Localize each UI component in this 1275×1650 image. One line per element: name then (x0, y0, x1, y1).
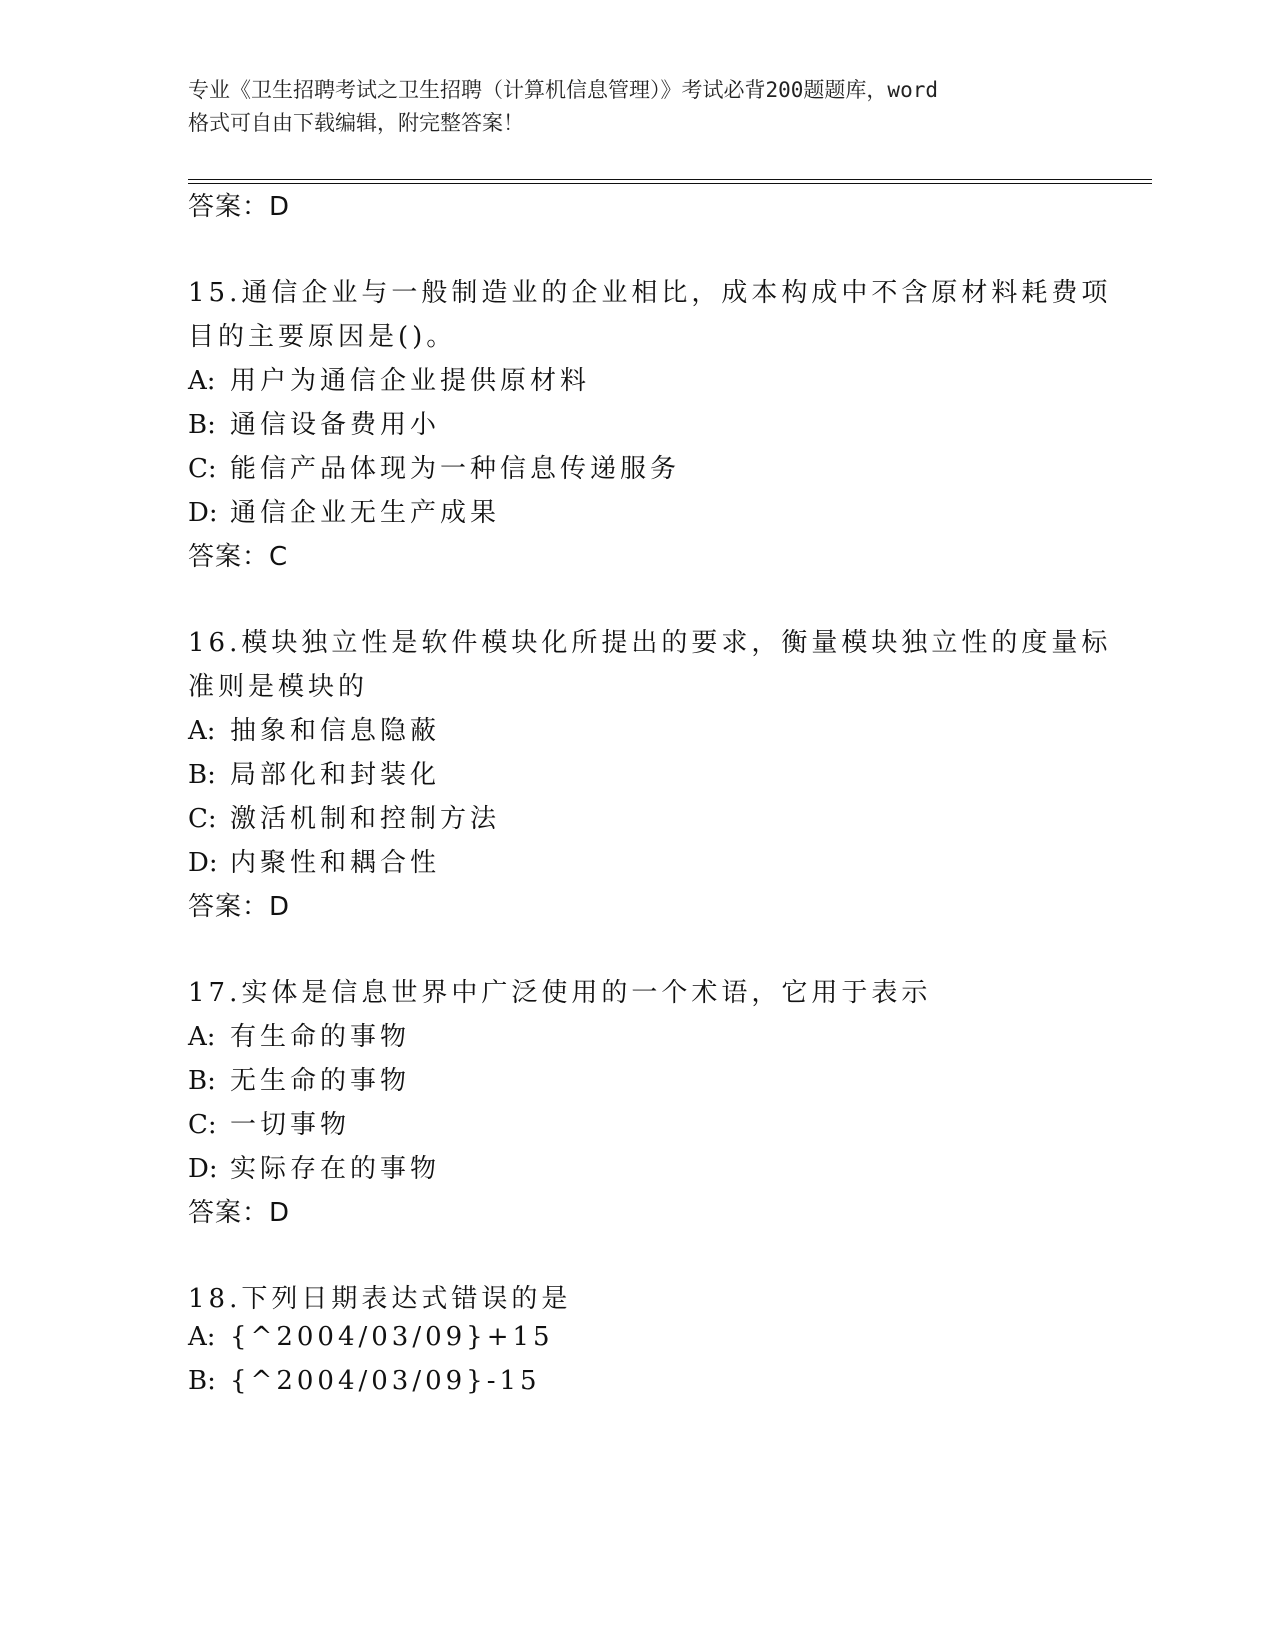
question-16-answer: 答案：D (188, 892, 291, 922)
answer-prev: 答案：D (188, 192, 291, 222)
question-15-option-a: A: 用户为通信企业提供原材料 (188, 366, 591, 396)
question-15-option-d: D: 通信企业无生产成果 (188, 498, 501, 528)
header-line-2: 格式可自由下载编辑，附完整答案！ (188, 111, 524, 135)
document-header (188, 74, 1088, 140)
question-16-line-1: 16.模块独立性是软件模块化所提出的要求，衡量模块独立性的度量标 (188, 628, 1112, 658)
header-line-1: 专业《卫生招聘考试之卫生招聘（计算机信息管理）》考试必背200题题库，word (188, 78, 938, 102)
question-17-option-a: A: 有生命的事物 (188, 1022, 411, 1052)
question-16-option-c: C: 激活机制和控制方法 (188, 804, 501, 834)
question-15-line-1: 15.通信企业与一般制造业的企业相比，成本构成中不含原材料耗费项 (188, 278, 1112, 308)
question-18-line-1: 18.下列日期表达式错误的是 (188, 1284, 572, 1314)
question-17-option-b: B: 无生命的事物 (188, 1066, 411, 1096)
question-17-line-1: 17.实体是信息世界中广泛使用的一个术语，它用于表示 (188, 978, 932, 1008)
question-15-option-b: B: 通信设备费用小 (188, 410, 441, 440)
question-16-option-d: D: 内聚性和耦合性 (188, 848, 441, 878)
question-16-option-a: A: 抽象和信息隐蔽 (188, 716, 441, 746)
question-17-answer: 答案：D (188, 1198, 291, 1228)
header-divider-top (188, 179, 1152, 180)
question-15-answer: 答案：C (188, 542, 289, 572)
question-18-option-b: B: {^2004/03/09}-15 (188, 1366, 541, 1396)
question-16-line-2: 准则是模块的 (188, 672, 369, 702)
question-17-option-c: C: 一切事物 (188, 1110, 351, 1140)
question-16-option-b: B: 局部化和封装化 (188, 760, 441, 790)
header-divider-bottom (188, 183, 1152, 184)
question-18-option-a: A: {^2004/03/09}+15 (188, 1322, 554, 1352)
question-17-option-d: D: 实际存在的事物 (188, 1154, 441, 1184)
question-15-option-c: C: 能信产品体现为一种信息传递服务 (188, 454, 681, 484)
question-15-line-2: 目的主要原因是()。 (188, 322, 457, 352)
